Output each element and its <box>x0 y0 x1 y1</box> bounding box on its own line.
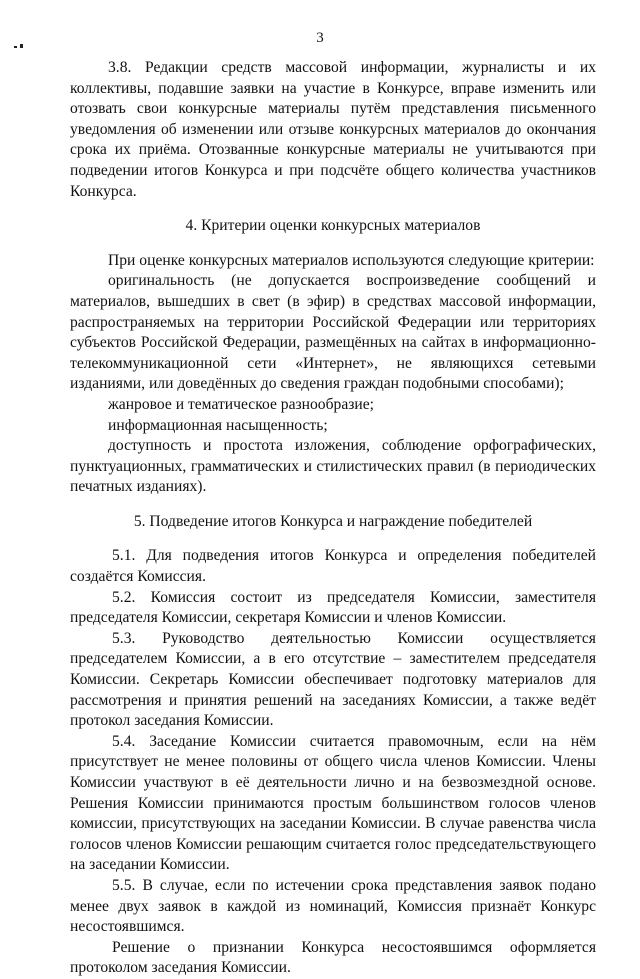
criteria-intro: При оценке конкурсных материалов используются следующие критерии: <box>108 251 595 269</box>
section-heading-4: 4. Критерии оценки конкурсных материалов <box>185 217 481 235</box>
criterion-accessibility: доступность и простота изложения, соблюдение орфографических, пунктуационных, грамматических и стилистических правил (в периодических печатных изданиях). <box>70 437 596 496</box>
paragraph-5-1: 5.1. Для подведения итогов Конкурса и определения победителей создаётся Комиссия. <box>70 547 596 586</box>
paragraph-5-2: 5.2. Комиссия состоит из председателя Комиссии, заместителя председателя Комиссии, секретаря Комиссии и членов Комиссии. <box>70 588 596 627</box>
document-body <box>70 58 596 979</box>
paragraph-3-8: 3.8. Редакции средств массовой информации, журналисты и их коллективы, подавшие заявки на участие в Конкурсе, вправе изменить или отозвать свои конкурсные материалы путём представления письменного уведомления об изменении или отзыве конкурсных материалов до окончания срока их приёма. Отозванные конкурсные материалы не учитываются при подведении итогов Конкурса и при подсчёте общего количества участников Конкурса. <box>70 59 596 200</box>
page-number: 3 <box>316 30 324 46</box>
criterion-originality: оригинальность (не допускается воспроизведение сообщений и материалов, вышедших в свет (в эфир) в средствах массовой информации, распространяемых на территории Российской Федерации или территориях субъектов Российской Федерации, размещённых на сайтах в информационно-телекоммуникационной сети «Интернет», не являющихся сетевыми изданиями, или доведённых до сведения граждан подобными способами); <box>70 272 596 393</box>
paragraph-5-3: 5.3. Руководство деятельностью Комиссии осуществляется председателем Комиссии, а в его отсутствие – заместителем председателя Комиссии. Секретарь Комиссии обеспечивает подготовку материалов для рассмотрения и принятия решений на заседаниях Комиссии, а также ведёт протокол заседания Комиссии. <box>70 629 596 730</box>
criterion-informativeness: информационная насыщенность; <box>108 416 328 434</box>
criterion-diversity: жанровое и тематическое разнообразие; <box>108 395 375 413</box>
paragraph-5-5: 5.5. В случае, если по истечении срока представления заявок подано менее двух заявок в каждой из номинаций, Комиссия признаёт Конкурс несостоявшимся. <box>70 876 596 936</box>
section-heading-5: 5. Подведение итогов Конкурса и награждение победителей <box>133 512 533 530</box>
paragraph-final-decision: Решение о признании Конкурса несостоявшимся оформляется протоколом заседания Комиссии. <box>70 938 596 977</box>
paragraph-5-4: 5.4. Заседание Комиссии считается правомочным, если на нём присутствует не менее половины от общего числа членов Комиссии. Члены Комиссии участвуют в её деятельности лично и на безвозмездной основе. Решения Комиссии принимаются простым большинством голосов членов комиссии, присутствующих на заседании Комиссии. В случае равенства числа голосов членов Комиссии решающим считается голос председательствующего на заседании Комиссии. <box>70 732 596 874</box>
